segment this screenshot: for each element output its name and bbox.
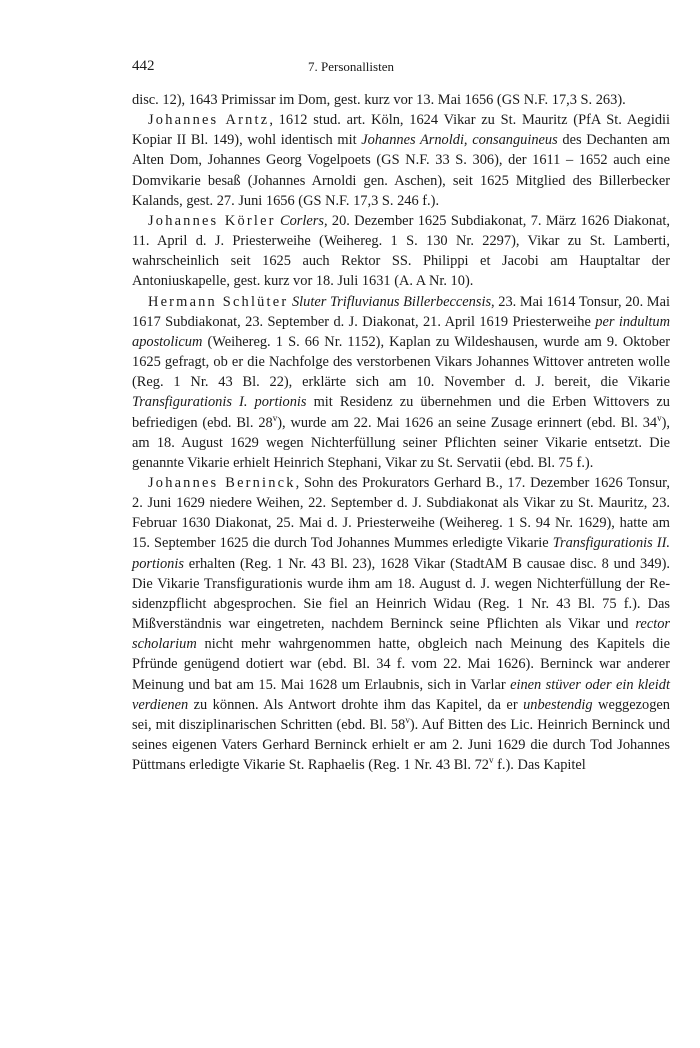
entry-hermann-schlueter — [132, 292, 670, 473]
italic-term: Johannes Arnoldi, consanguineus — [361, 132, 558, 149]
entry-johannes-arntz — [132, 110, 670, 211]
text-run: ), wurde am 22. Mai 1626 an seine Zusage erinnert (ebd. Bl. 34 — [277, 414, 658, 431]
italic-term: unbestendig — [523, 696, 593, 713]
text-run: ). Auf Bitten des Lic. Heinrich Berninck und seines eigenen Vaters Gerhard Berninck erhielt er am 2. Juni 1629 die durch Tod Johannes Püttmans erledigte Vikarie St. Raphaelis (Reg. 1 Nr. 43 Bl. 72 — [132, 716, 670, 774]
superscript-verso: v — [657, 412, 662, 423]
superscript-verso: v — [489, 755, 494, 766]
person-name: Johannes Berninck — [148, 474, 296, 491]
text-run: , 23. Mai 1614 Tonsur, 20. Mai 1617 Subdiakonat, 23. September d. J. Diakonat, 21. April 1619 Priesterweihe — [132, 293, 670, 330]
text-run: disc. 12), 1643 Primissar im Dom, gest. kurz vor 13. Mai 1656 (GS N.F. 17,3 S. 263). — [132, 92, 626, 108]
text-run: , Sohn des Prokurators Gerhard B., 17. Dezember 1626 Tonsur, 2. Juni 1629 niedere Weihen, 22. September d. J. Subdiakonat als Vikar zu St. Mauritz, 23. Februar 1630 Diakonat, 25. Mai d. J. Priesterweihe (Weihereg. 1 S. 94 Nr. 1629), hatte am 15. September 1625 die durch Tod Johannes Mummes erledigte Vikarie — [132, 474, 670, 552]
person-name: Hermann Schlüter — [148, 293, 289, 310]
text-run: mit Residenz zu übernehmen und die Erben Wittovers zu befriedigen (ebd. Bl. 28 — [132, 394, 670, 431]
italic-term: Transfigurationis II. portionis — [132, 535, 670, 572]
superscript-verso: v — [405, 715, 410, 726]
text-run: zu können. Als Antwort drohte ihm das Kapitel, da er — [188, 696, 524, 713]
italic-term: Sluter Trifluvianus Billerbeccensis — [291, 293, 492, 310]
italic-term: rector scholarium — [132, 616, 670, 653]
italic-term: Transfigurationis I. portionis — [132, 394, 307, 411]
person-name: Johannes Körler — [148, 212, 276, 229]
paragraph-continuation — [132, 90, 670, 110]
running-title: 7. Personallisten — [308, 59, 394, 74]
page-header — [132, 58, 570, 78]
text-run: erhalten (Reg. 1 Nr. 43 Bl. 23), 1628 Vikar (StadtAM B causae disc. 8 und 349). Die Vikarie Transfigurationis wurde ihm am 18. August d. J. wegen Nichterfüllung der Residenzpflicht abgesprochen. Sie fiel an Heinrich Widau (Reg. 1 Nr. 43 Bl. 75 f.). Das Mißverständnis war eingetreten, nachdem Berninck seine Pflichten als Vikar und — [132, 555, 670, 633]
text-run: (Weihereg. 1 S. 66 Nr. 1152), Kaplan zu Wildeshausen, wurde am 9. Oktober 1625 gefragt, ob er die Nachfolge des verstorbenen Vikars Johannes Wittover antreten wolle (Reg. 1 Nr. 43 Bl. 22), erklärte sich am 10. November d. J. bereit, die Vikarie — [132, 333, 670, 391]
body-text — [132, 90, 670, 775]
superscript-verso: v — [272, 412, 278, 423]
text-run: ), am 18. August 1629 wegen Nichterfüllung seiner Pflichten seiner Vikarie entsetzt. Die genannte Vikarie erhielt Heinrich Stephani, Vikar zu St. Servatii (ebd. Bl. 75 f.). — [132, 414, 670, 471]
entry-johannes-berninck — [132, 473, 670, 775]
text-run: , 1612 stud. art. Köln, 1624 Vikar zu St. Mauritz (PfA St. Aegidii Kopiar II Bl. 149), wohl identisch mit — [132, 112, 671, 149]
text-run: weggezogen sei, mit disziplinarischen Schritten (ebd. Bl. 58 — [132, 696, 670, 733]
text-run: nicht mehr wahrgenommen hatte, obgleich nach Meinung des Kapitels die Pfründe genügend dotiert war (ebd. Bl. 34 f. vom 22. Mai 1626). Berninck war anderer Meinung und bat am 15. Mai 1628 um Erlaubnis, sich in Varlar — [132, 636, 670, 693]
entry-johannes-koerler — [132, 211, 670, 292]
text-run: f.). Das Kapitel — [493, 757, 586, 774]
person-name: Johannes Arntz — [148, 112, 270, 129]
page-number: 442 — [132, 58, 155, 74]
italic-term: einen stüver oder ein kleidt verdienen — [132, 676, 670, 713]
text-run: des Dechanten am Alten Dom, Johannes Georg Vogelpoets (GS N.F. 33 S. 306), der 1611 – 1652 auch eine Domvikarie besaß (Johannes Arnoldi gen. Aschen), seit 1625 Mitglied des Billerbecker Kalands, gest. 27. Juni 1656 (GS N.F. 17,3 S. 246 f.). — [132, 132, 670, 209]
italic-term: per indultum apostolicum — [132, 313, 670, 350]
text-run: , 20. Dezember 1625 Subdiakonat, 7. März 1626 Diakonat, 11. April d. J. Priesterweihe (Weihereg. 1 S. 130 Nr. 2297), Vikar zu St. Lamberti, wahrscheinlich seit 1625 auch Rektor SS. Philippi et Jacobi am Hauptaltar der Antoniuskapelle, gest. kurz vor 18. Juli 1631 (A. A Nr. 10). — [132, 212, 670, 290]
italic-term: Corlers — [280, 212, 324, 229]
